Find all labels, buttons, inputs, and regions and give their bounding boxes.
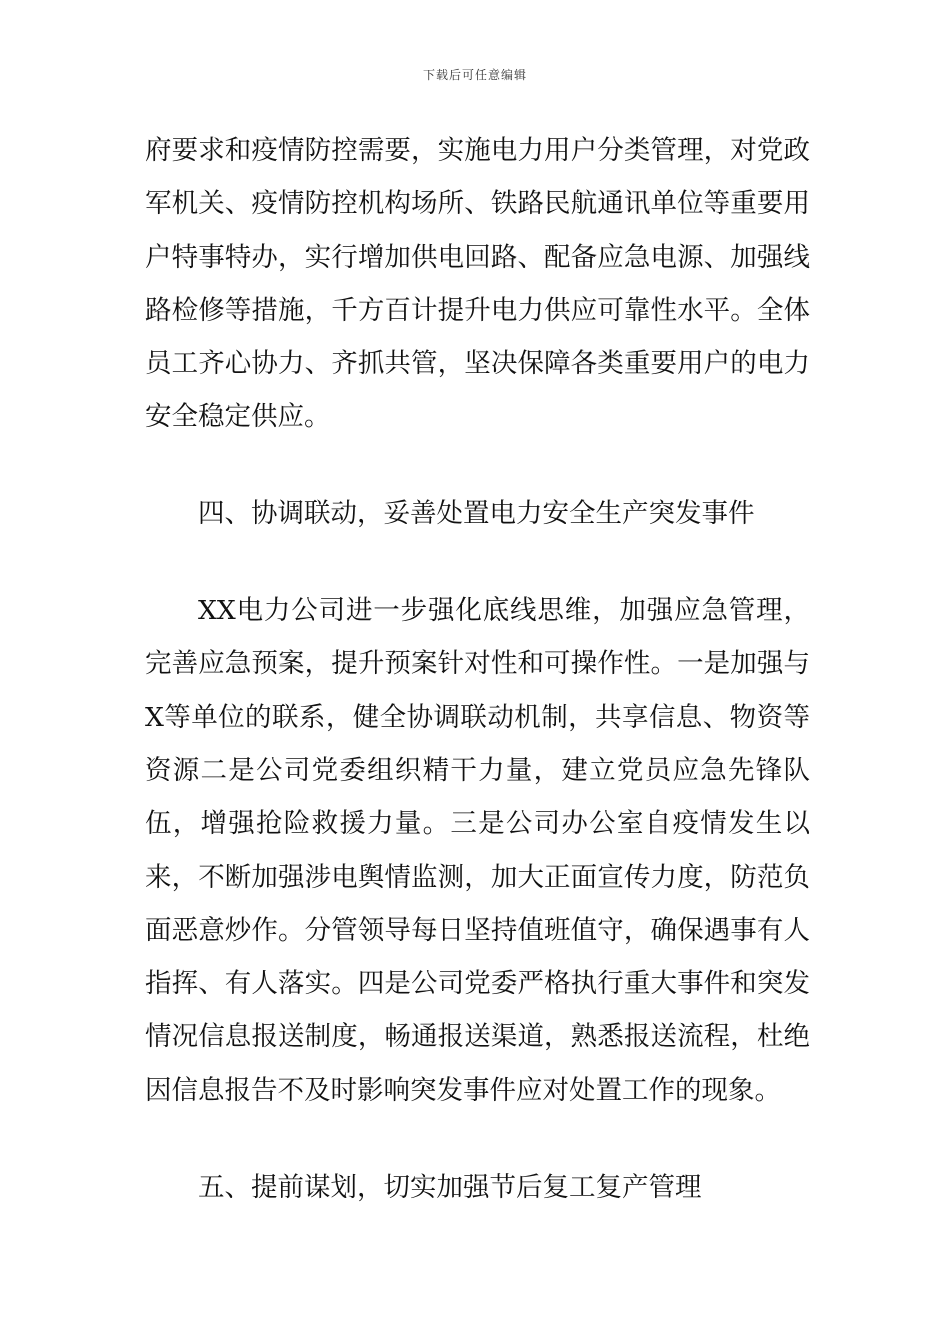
paragraph-power-supply: 府要求和疫情防控需要，实施电力用户分类管理，对党政军机关、疫情防控机构场所、铁路民航通讯单位等重要用户特事特办，实行增加供电回路、配备应急电源、加强线路检修等措施，千方百计提升电力供应可靠性水平。全体员工齐心协力、齐抓共管，坚决保障各类重要用户的电力安全稳定供应。 [145,135,810,433]
page-header: 下载后可任意编辑 [422,68,527,82]
section-heading-4: 四、协调联动，妥善处置电力安全生产突发事件 [198,497,755,529]
paragraph-emergency-management: XX电力公司进一步强化底线思维，加强应急管理，完善应急预案，提升预案针对性和可操作性。一是加强与X等单位的联系，健全协调联动机制，共享信息、物资等资源二是公司党委组织精干力量，建立党员应急先锋队伍，增强抢险救援力量。三是公司办公室自疫情发生以来，不断加强涉电舆情监测，加大正面宣传力度，防范负面恶意炒作。分管领导每日坚持值班值守，确保遇事有人指挥、有人落实。四是公司党委严格执行重大事件和突发情况信息报送制度，畅通报送渠道，熟悉报送流程，杜绝因信息报告不及时影响突发事件应对处置工作的现象。 [145,595,810,1106]
document-body [145,124,810,1214]
section-heading-5: 五、提前谋划，切实加强节后复工复产管理 [198,1172,702,1204]
